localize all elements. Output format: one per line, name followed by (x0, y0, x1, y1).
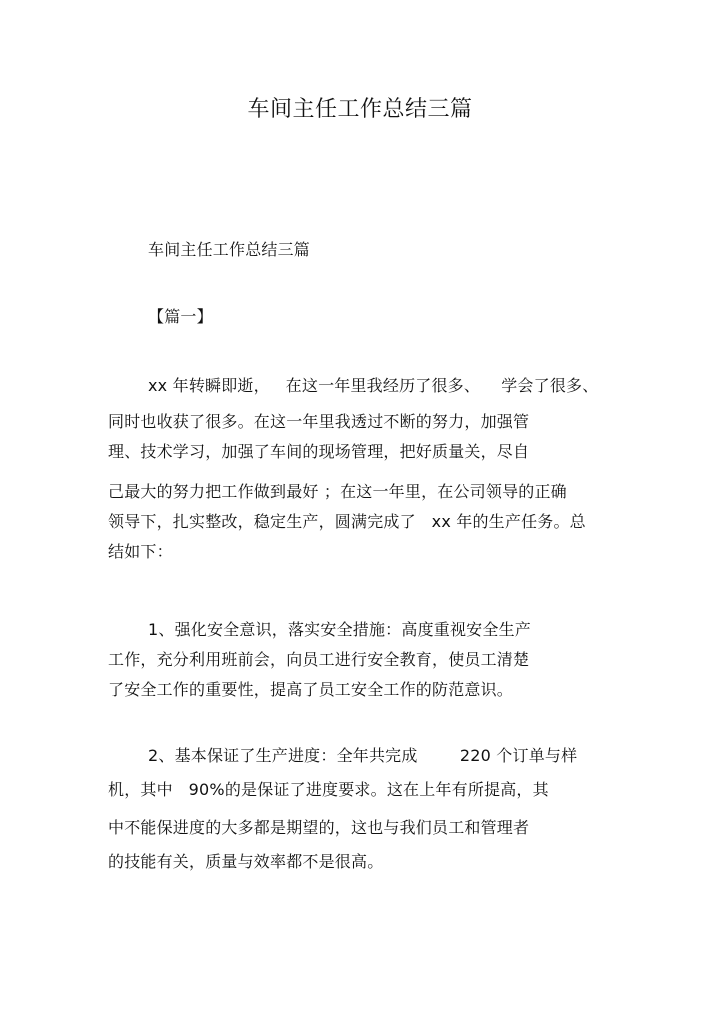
paragraph-line: 机，其中 90%的是保证了进度要求。这在上年有所提高，其 (108, 780, 549, 799)
document-title: 车间主任工作总结三篇 (247, 97, 473, 122)
section-label: 【篇一】 (148, 307, 213, 326)
paragraph-line: 领导下，扎实整改，稳定生产，圆满完成了 xx 年的生产任务。总 (108, 512, 586, 531)
paragraph-line: 理、技术学习，加强了车间的现场管理，把好质量关，尽自 (108, 442, 530, 461)
paragraph-line: 工作，充分利用班前会，向员工进行安全教育，使员工清楚 (108, 650, 530, 669)
paragraph-line: xx 年转瞬即逝， 在这一年里我经历了很多、 学会了很多、 (148, 376, 599, 395)
paragraph-line: 结如下： (108, 542, 173, 561)
paragraph-line: 中不能保进度的大多都是期望的，这也与我们员工和管理者 (108, 818, 530, 837)
paragraph-line: 的技能有关，质量与效率都不是很高。 (108, 852, 384, 871)
paragraph-line: 己最大的努力把工作做到最好 ；在这一年里，在公司领导的正确 (108, 482, 567, 501)
paragraph-line: 同时也收获了很多。在这一年里我透过不断的努力，加强管 (108, 412, 530, 431)
document-subtitle: 车间主任工作总结三篇 (148, 240, 311, 259)
paragraph-line: 1、强化安全意识，落实安全措施：高度重视安全生产 (148, 620, 531, 639)
paragraph-line: 了安全工作的重要性，提高了员工安全工作的防范意识。 (108, 680, 514, 699)
paragraph-line: 2、基本保证了生产进度：全年共完成 220 个订单与样 (148, 746, 578, 765)
